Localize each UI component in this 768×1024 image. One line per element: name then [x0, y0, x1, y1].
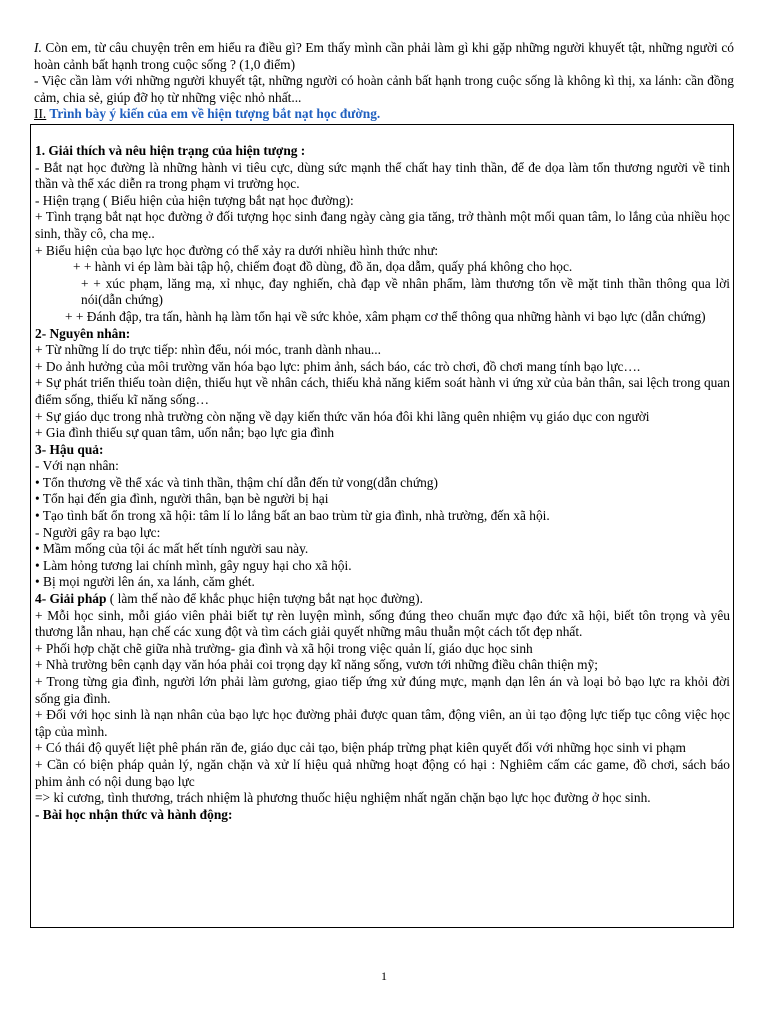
- list-item: • Tổn thương về thể xác và tinh thần, thậm chí dẫn đến tử vong(dẫn chứng): [35, 474, 438, 490]
- part4-heading-line: [35, 591, 730, 608]
- part1-heading: 1. Giải thích và nêu hiện trạng của hiện tượng :: [35, 143, 306, 158]
- part3-heading: 3- Hậu quả:: [35, 441, 104, 457]
- list-item: + Gia đình thiếu sự quan tâm, uốn nắn; bạo lực gia đình: [35, 425, 335, 441]
- list-item: • Tạo tình bất ổn trong xã hội: tâm lí lo lắng bất an bao trùm từ gia đình, nhà trường, đến xã hội.: [35, 508, 550, 524]
- intro-section: [34, 40, 734, 123]
- list-item: + Sự phát triển thiếu toàn diện, thiếu hụt về nhân cách, thiếu khả năng kiểm soát hành vi ứng xử của bản thân, sai lệch trong quan điểm sống, thiếu kĩ năng sống…: [35, 375, 730, 407]
- page-number: 1: [381, 969, 387, 983]
- part1-status-heading: - Hiện trạng ( Biểu hiện của hiện tượng bắt nạt học đường):: [35, 192, 354, 208]
- list-item: + Cần có biện pháp quản lý, ngăn chặn và xử lí hiệu quả những hoạt động có hại : Nghiêm cấm các game, đồ chơi, sách báo phim ảnh có nội dung bạo lực: [35, 756, 730, 789]
- section-title: Trình bày ý kiến của em về hiện tượng bắt nạt học đường.: [46, 106, 381, 122]
- part1-point: + Biểu hiện của bạo lực học đường có thể xảy ra dưới nhiều hình thức như:: [35, 242, 439, 258]
- part5-heading: - Bài học nhận thức và hành động:: [35, 806, 233, 822]
- part4-heading: 4- Giải pháp: [35, 591, 107, 607]
- list-item: • Mầm mống của tội ác mất hết tính người sau này.: [35, 541, 309, 557]
- part1-subpoint: + + hành vi ép làm bài tập hộ, chiếm đoạt đồ dùng, đồ ăn, dọa dẫm, quấy phá không cho học.: [73, 259, 573, 275]
- part1-definition: - Bắt nạt học đường là những hành vi tiêu cực, dùng sức mạnh thể chất hay tinh thần, để đe dọa làm tổn thương người về tinh thần và thể xác diễn ra trong phạm vi trường học.: [35, 159, 730, 192]
- list-item: • Làm hỏng tương lai chính mình, gây nguy hại cho xã hội.: [35, 557, 352, 573]
- list-item: + Nhà trường bên cạnh dạy văn hóa phải coi trọng dạy kĩ năng sống, vươn tới những điều chân thiện mỹ;: [35, 657, 599, 673]
- part1-subpoint: + + Đánh đập, tra tấn, hành hạ làm tổn hại về sức khỏe, xâm phạm cơ thể thông qua những hành vi bạo lực (dẫn chứng): [65, 308, 706, 324]
- list-item: + Sự giáo dục trong nhà trường còn nặng về dạy kiến thức văn hóa đôi khi lãng quên nhiệm vụ giáo dục con người: [35, 408, 650, 424]
- list-item: + Từ những lí do trực tiếp: nhìn đểu, nói móc, tranh dành nhau...: [35, 342, 381, 358]
- answer-paragraph: - Việc cần làm với những người khuyết tật, những người có hoàn cảnh bất hạnh trong cuộc sống là không kì thị, xa lánh: cần đồng cảm, chia sẻ, giúp đỡ họ từ những việc nhỏ nhất...: [34, 73, 734, 105]
- list-item: + Trong từng gia đình, người lớn phải làm gương, giao tiếp ứng xử đúng mực, mạnh dạn lên án và loại bỏ bạo lực ra khỏi đời sống gia đình.: [35, 674, 730, 706]
- part4-subtitle: ( làm thế nào để khắc phục hiện tượng bắt nạt học đường).: [106, 591, 423, 607]
- question-label: I.: [34, 40, 42, 55]
- part2-heading: 2- Nguyên nhân:: [35, 325, 131, 341]
- part1-point: + Tình trạng bắt nạt học đường ở đối tượng học sinh đang ngày càng gia tăng, trở thành một mối quan tâm, lo lắng của nhiều học sinh, thầy cô, cha mẹ..: [35, 209, 730, 241]
- list-item: => kỉ cương, tình thương, trách nhiệm là phương thuốc hiệu nghiệm nhất ngăn chặn bạo lực học đường ở học sinh.: [35, 790, 651, 806]
- list-item: + Phối hợp chặt chẽ giữa nhà trường- gia đình và xã hội trong việc quản lí, giáo dục học sinh: [35, 640, 533, 656]
- list-item: + Có thái độ quyết liệt phê phán răn đe, giáo dục cải tạo, biện pháp trừng phạt kiên quyết đối với những học sinh vi phạm: [35, 740, 686, 756]
- list-item: + Do ảnh hưởng của môi trường văn hóa bạo lực: phim ảnh, sách báo, các trò chơi, đồ chơi mang tính bạo lực….: [35, 358, 641, 374]
- list-item: • Tổn hại đến gia đình, người thân, bạn bè người bị hại: [35, 491, 329, 507]
- list-item: + Đối với học sinh là nạn nhân của bạo lực học đường phải được quan tâm, động viên, an ủi tạo động lực tiếp tục công việc học tập của mình.: [35, 707, 730, 739]
- section-number: II.: [34, 106, 47, 122]
- list-item: • Bị mọi người lên án, xa lánh, căm ghét.: [35, 574, 255, 590]
- list-item: + Mỗi học sinh, mỗi giáo viên phải biết tự rèn luyện mình, sống đúng theo chuẩn mực đạo đức xã hội, biết tôn trọng và yêu thương lẫn nhau, hạn chế các xung đột và tìm cách giải quyết những mâu thuẫn một cách tốt đẹp nhất.: [35, 607, 730, 640]
- section-heading: [34, 106, 734, 123]
- question-text: Còn em, từ câu chuyện trên em hiểu ra điều gì? Em thấy mình cần phải làm gì khi gặp những người khuyết tật, những người có hoàn cảnh bất hạnh trong cuộc sống ? (1,0 điểm): [34, 40, 734, 72]
- answer-box: [30, 124, 734, 928]
- part1-subpoint: + + xúc phạm, lăng mạ, xỉ nhục, đay nghiến, chà đạp về nhân phẩm, làm thương tổn về mặt tinh thần thông qua lời nói(dẫn chứng): [81, 275, 730, 308]
- part3-subheading: - Người gây ra bạo lực:: [35, 524, 161, 540]
- question-paragraph: [34, 40, 734, 73]
- part3-subheading: - Với nạn nhân:: [35, 458, 119, 474]
